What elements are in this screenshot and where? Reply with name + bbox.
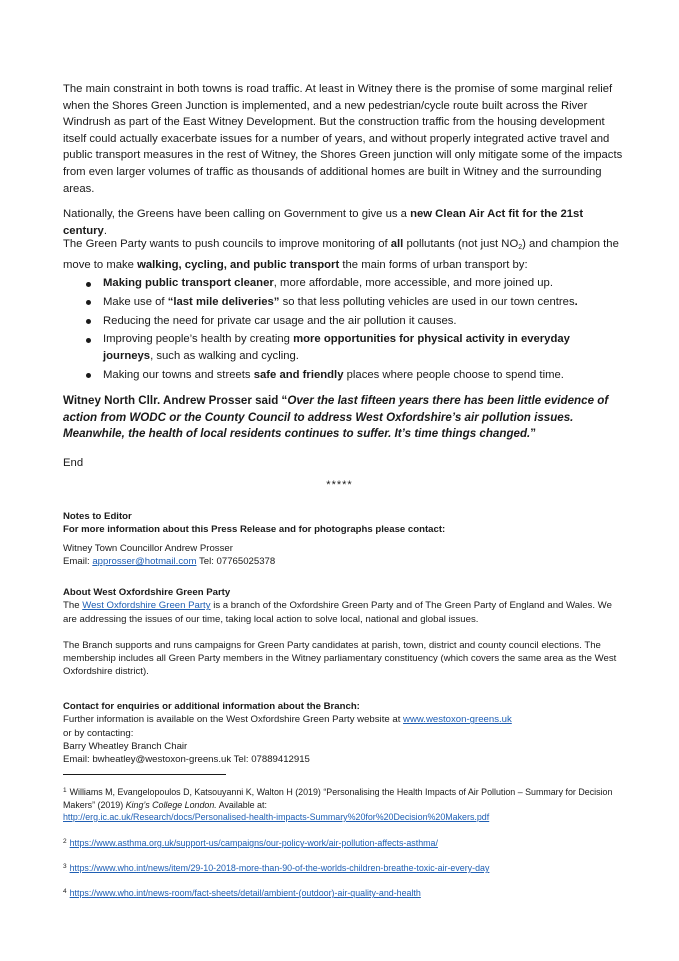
branch-chair: Barry Wheatley Branch Chair (63, 740, 188, 752)
about-heading: About West Oxfordshire Green Party (63, 587, 231, 598)
notes-to-editor (63, 510, 623, 568)
paragraph-clean-air-act: Nationally, the Greens have been calling on Government to give us a new Clean Air Act fit for the 21st century. (63, 208, 584, 237)
footnote-1-link[interactable]: http://erg.ic.ac.uk/Research/docs/Personalised-health-impacts-Summary%20for%20Decision%20Makers.pdf (63, 812, 490, 822)
footnote-1: $^1$ Williams M, Evangelopoulos D, Katsouyanni K, Walton H (2019) “Personalising the Health Impacts of Air Pollution – Summary for Decision Makers” (2019) King’s College London. Available at: http://erg.ic.ac.uk/Research/docs/Personalised-health-impacts-Summary%20for%20Decision%20Makers.pdf (63, 787, 613, 822)
list-item: Improving people’s health by creating more opportunities for physical activity in everyday journeys, such as walking and cycling. (63, 331, 623, 364)
footnote-2: $^2$ https://www.asthma.org.uk/support-us/campaigns/our-policy-work/air-pollution-affects-asthma/ (63, 838, 438, 848)
list-item: Make use of “last mile deliveries” so that less polluting vehicles are used in our town centres. (63, 294, 623, 311)
footnote-2-link[interactable]: https://www.asthma.org.uk/support-us/campaigns/our-policy-work/air-pollution-affects-asthma/ (69, 838, 438, 848)
bullet-icon (86, 373, 91, 378)
paragraph-green-party-aims: The Green Party wants to push councils to improve monitoring of all pollutants (not just $NO_2$) and champion the move to make walking, cycling, and public transport the main forms of urban transport by: (63, 238, 619, 271)
branch-paragraph: The Branch supports and runs campaigns for Green Party candidates at parish, town, district and county council elections. The membership includes all Green Party members in the Witney parliamentary constituency (which covers the same area as the West Oxfordshire district). (63, 639, 617, 678)
end-marker: End (63, 457, 84, 469)
footnote-3-link[interactable]: https://www.who.int/news/item/29-10-2018-more-than-90-of-the-worlds-children-breathe-toxic-air-every-day (69, 863, 490, 873)
contact-name: Witney Town Councillor Andrew Prosser (63, 542, 233, 554)
clean-air-act-emphasis: new Clean Air Act fit for the 21st century (63, 208, 584, 237)
transport-measures-list (63, 275, 623, 386)
list-item: Making our towns and streets safe and friendly places where people choose to spend time. (63, 367, 623, 384)
bullet-icon (86, 282, 91, 287)
paragraph-road-traffic: The main constraint in both towns is road traffic. At least in Witney there is the promise of some marginal relief when the Shores Green Junction is implemented, and a new pedestrian/cycle route built across the River Windrush as part of the East Witney Development. But the construction traffic from the housing development itself could actually exacerbate issues for a number of years, and without properly integrated active travel and public transport measures in the rest of Witney, the Shores Green junction will only mitigate some of the impacts from even larger volumes of traffic as thousands of additional homes are built in Witney and the surrounding areas. (63, 83, 623, 195)
section-divider-stars: ***** (326, 479, 353, 491)
party-website-link[interactable]: West Oxfordshire Green Party (82, 600, 211, 612)
branch-contact-section: Contact for enquiries or additional information about the Branch: Further information is available on the West Oxfordshire Green Party website at www.westoxon-greens.uk or by contacting: Barry Wheatley Branch Chair Email: bwheatley@westoxon-greens.uk Tel: 07889412915 (63, 700, 623, 766)
list-item: Reducing the need for private car usage and the air pollution it causes. (63, 313, 623, 330)
about-section (63, 586, 623, 679)
branch-contact-heading: Contact for enquiries or additional information about the Branch: (63, 701, 360, 712)
notes-heading: Notes to Editor (63, 511, 132, 522)
notes-subheading: For more information about this Press Release and for photographs please contact: (63, 524, 446, 536)
footnote-3: $^3$ https://www.who.int/news/item/29-10-2018-more-than-90-of-the-worlds-children-breathe-toxic-air-every-day (63, 863, 490, 873)
branch-chair-contact: Email: bwheatley@westoxon-greens.uk Tel: 07889412915 (63, 754, 310, 766)
branch-website-link[interactable]: www.westoxon-greens.uk (403, 714, 512, 726)
contact-email-line: Email: approsser@hotmail.com Tel: 07765025378 (63, 555, 276, 567)
councillor-quote: Witney North Cllr. Andrew Prosser said “Over the last fifteen years there has been little evidence of action from WODC or the County Council to address West Oxfordshire’s air pollution issues. Meanwhile, the health of local residents continues to suffer. It’s time things changed.” (63, 394, 609, 441)
list-item: Making public transport cleaner, more affordable, more accessible, and more joined up. (63, 275, 623, 292)
bullet-icon (86, 338, 91, 343)
bullet-icon (86, 300, 91, 305)
contact-email-link[interactable]: approsser@hotmail.com (92, 555, 197, 567)
footnote-4: $^4$ https://www.who.int/news-room/fact-sheets/detail/ambient-(outdoor)-air-quality-and-health (63, 888, 421, 898)
footnote-separator (63, 774, 226, 775)
footnote-4-link[interactable]: https://www.who.int/news-room/fact-sheets/detail/ambient-(outdoor)-air-quality-and-health (69, 888, 421, 898)
about-paragraph: The West Oxfordshire Green Party is a branch of the Oxfordshire Green Party and of The Green Party of England and Wales. We are addressing the issues of our time, taking local action to solve local, national and global issues. (63, 600, 612, 625)
bullet-icon (86, 319, 91, 324)
